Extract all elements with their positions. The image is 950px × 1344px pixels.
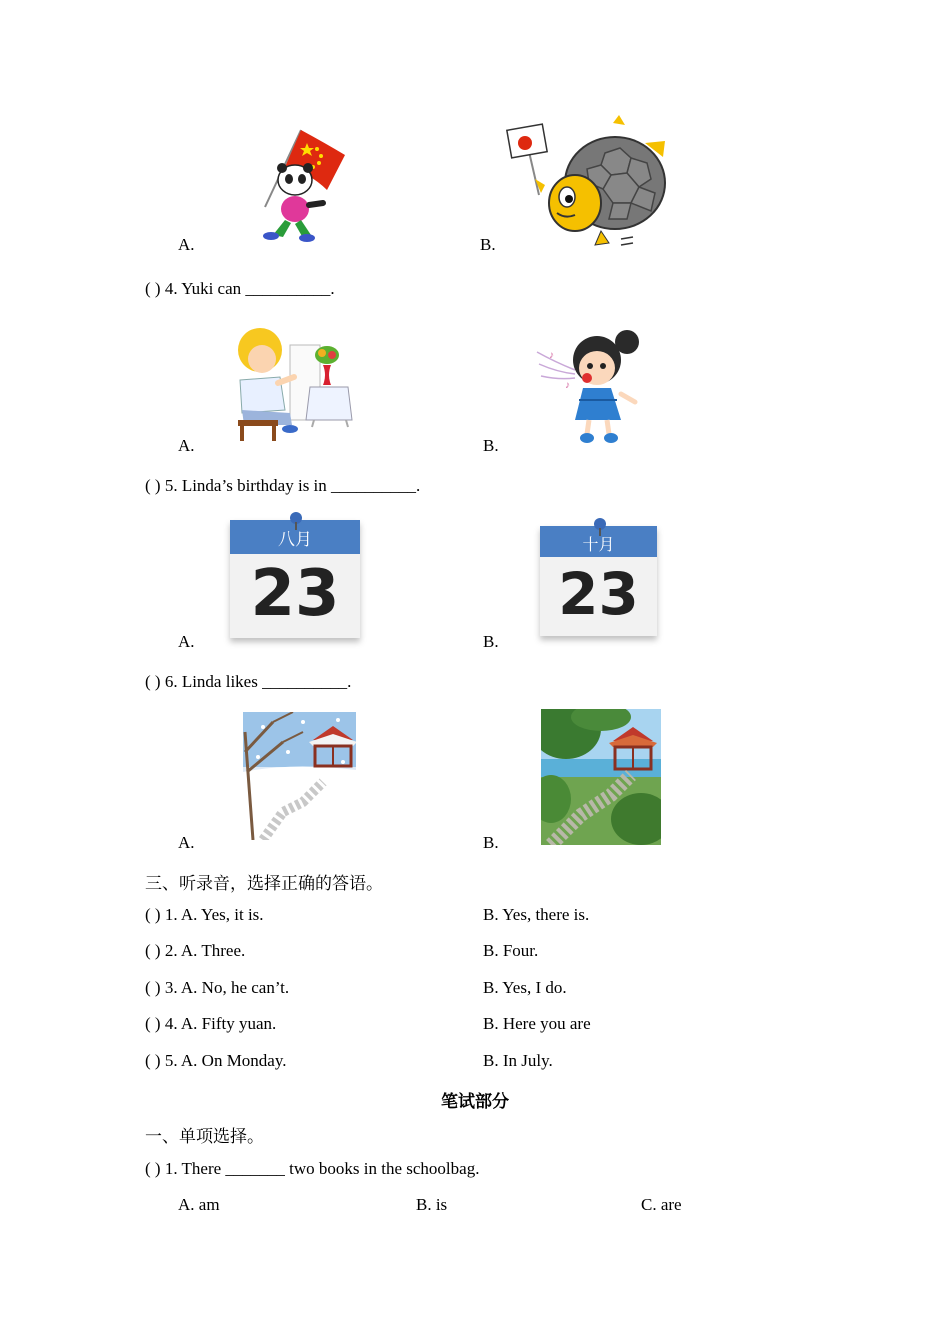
q5-option-b-label: B.	[483, 632, 499, 651]
written-section-title: 笔试部分	[441, 1092, 509, 1112]
calendar-october-month: 十月	[540, 526, 657, 557]
written-q1-option-a: A. am	[178, 1195, 220, 1214]
calendar-august-day: 23	[250, 557, 340, 631]
q5-option-a-label: A.	[178, 632, 195, 651]
section3-item-4-b: B. Here you are	[483, 1014, 591, 1033]
q6-option-a-label: A.	[178, 833, 195, 852]
section3-item-1-b: B. Yes, there is.	[483, 905, 590, 924]
q4-stem: ( ) 4. Yuki can __________.	[145, 279, 335, 298]
section3-item-1-a: ( ) 1. A. Yes, it is.	[145, 905, 264, 924]
q3-option-b-label: B.	[480, 235, 496, 254]
section3-item-2-b: B. Four.	[483, 941, 539, 960]
section3-item-4-a: ( ) 4. A. Fifty yuan.	[145, 1014, 277, 1033]
boy-drawing-image	[230, 325, 355, 445]
q4-option-b-label: B.	[483, 436, 499, 455]
girl-singing-image	[535, 322, 650, 447]
q6-stem: ( ) 6. Linda likes __________.	[145, 672, 352, 691]
q5-stem: ( ) 5. Linda’s birthday is in __________.	[145, 476, 421, 495]
written-q1-option-c: C. are	[641, 1195, 682, 1214]
pushpin-icon	[288, 512, 304, 530]
section3-item-5-b: B. In July.	[483, 1051, 553, 1070]
written-q1-option-b: B. is	[416, 1195, 448, 1214]
panda-flag-image	[255, 125, 350, 243]
q4-option-a-label: A.	[178, 436, 195, 455]
calendar-october-day: 23	[558, 560, 639, 628]
section3-title: 三、听录音，选择正确的答语。	[145, 874, 383, 894]
winter-pavilion-image	[243, 712, 356, 840]
written-section1-title: 一、单项选择。	[145, 1127, 264, 1147]
pushpin-icon	[592, 518, 608, 536]
section3-item-5-a: ( ) 5. A. On Monday.	[145, 1051, 287, 1070]
section3-item-3-b: B. Yes, I do.	[483, 978, 567, 997]
section3-item-2-a: ( ) 2. A. Three.	[145, 941, 246, 960]
calendar-august-month: 八月	[230, 520, 360, 554]
section3-item-3-a: ( ) 3. A. No, he can’t.	[145, 978, 290, 997]
q6-option-b-label: B.	[483, 833, 499, 852]
q3-option-a-label: A.	[178, 235, 195, 254]
svg-text:♪: ♪	[565, 380, 570, 391]
turtle-flag-image	[505, 113, 675, 253]
summer-pavilion-image	[541, 709, 661, 845]
calendar-october	[540, 526, 657, 636]
written-q1-stem: ( ) 1. There _______ two books in the schoolbag.	[145, 1159, 480, 1178]
calendar-august	[230, 520, 360, 638]
svg-text:♪: ♪	[549, 350, 554, 361]
